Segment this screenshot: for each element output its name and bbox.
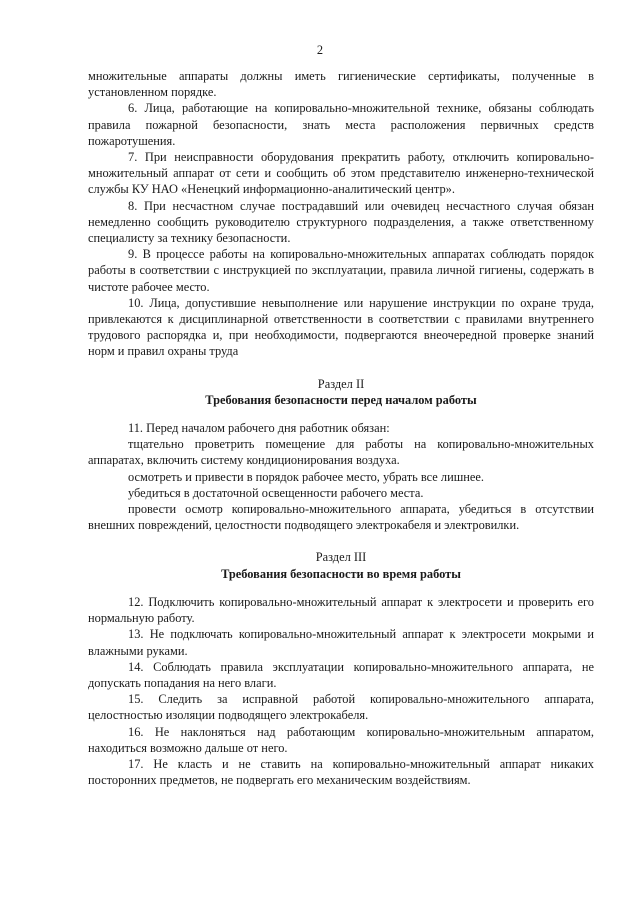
section-2-heading: Раздел II [317,376,365,391]
paragraph-item-17: 17. Не класть и не ставить на копировально-множительный аппарат никаких посторонних предметов, не подвергать его механическим воздействиям. [88,756,594,788]
paragraph-item-10: 10. Лица, допустившие невыполнение или нарушение инструкции по охране труда, привлекаются к дисциплинарной ответственности в соответствии с правилами внутреннего трудового распорядка и, при необходимости, подвергаются внеочередной проверке знаний норм и правил охраны труда [88,295,594,359]
section-2-item: убедиться в достаточной освещенности рабочего места. [128,485,424,500]
intro-continuation: множительные аппараты должны иметь гигиенические сертификаты, полученные в установленном порядке. [88,69,594,100]
section-3-title: Требования безопасности во время работы [221,566,461,581]
paragraph-item-8: 8. При несчастном случае пострадавший или очевидец несчастного случая обязан немедленно сообщить руководителю структурного подразделения, а также ответственному специалисту за технику безопасности. [88,198,594,246]
paragraph-item-16: 16. Не наклоняться над работающим копировально-множительным аппаратом, находиться возможно дальше от него. [88,724,594,755]
paragraph-item-6: 6. Лица, работающие на копировально-множительной технике, обязаны соблюдать правила пожарной безопасности, знать места расположения первичных средств пожаротушения. [88,101,594,148]
section-3-heading: Раздел III [315,550,367,565]
paragraph-item-12: 12. Подключить копировально-множительный аппарат к электросети и проверить его нормальную работу. [88,594,594,626]
paragraph-item-14: 14. Соблюдать правила эксплуатации копировально-множительного аппарата, не допускать попадания на него влаги. [88,659,594,690]
section-2-title: Требования безопасности перед началом работы [205,392,477,407]
paragraph-item-9: 9. В процессе работы на копировально-множительных аппаратах соблюдать порядок работы в соответствии с инструкцией по эксплуатации, правила личной гигиены, содержать в чистоте рабочее место. [88,247,594,294]
document-body [88,68,594,788]
section-2-item: тщательно проветрить помещение для работы на копировально-множительных аппаратах, включить систему кондиционирования воздуха. [88,437,594,468]
paragraph-item-7: 7. При неисправности оборудования прекратить работу, отключить копировально-множительный аппарат от сети и сообщить об этом представителю инженерно-технической службы КУ НАО «Ненецкий информационно-аналитический центр». [88,150,594,197]
section-2-lead: 11. Перед началом рабочего дня работник обязан: [128,421,390,436]
paragraph-item-13: 13. Не подключать копировально-множительный аппарат к электросети мокрыми и влажными руками. [88,627,594,658]
section-2-item: провести осмотр копировально-множительного аппарата, убедиться в отсутствии внешних повреждений, целостности подводящего электрокабеля и электровилки. [88,502,594,533]
page-number: 2 [316,43,324,57]
paragraph-item-15: 15. Следить за исправной работой копировально-множительного аппарата, целостностью изоляции подводящего электрокабеля. [88,692,594,723]
section-2-item: осмотреть и привести в порядок рабочее место, убрать все лишнее. [128,469,484,484]
